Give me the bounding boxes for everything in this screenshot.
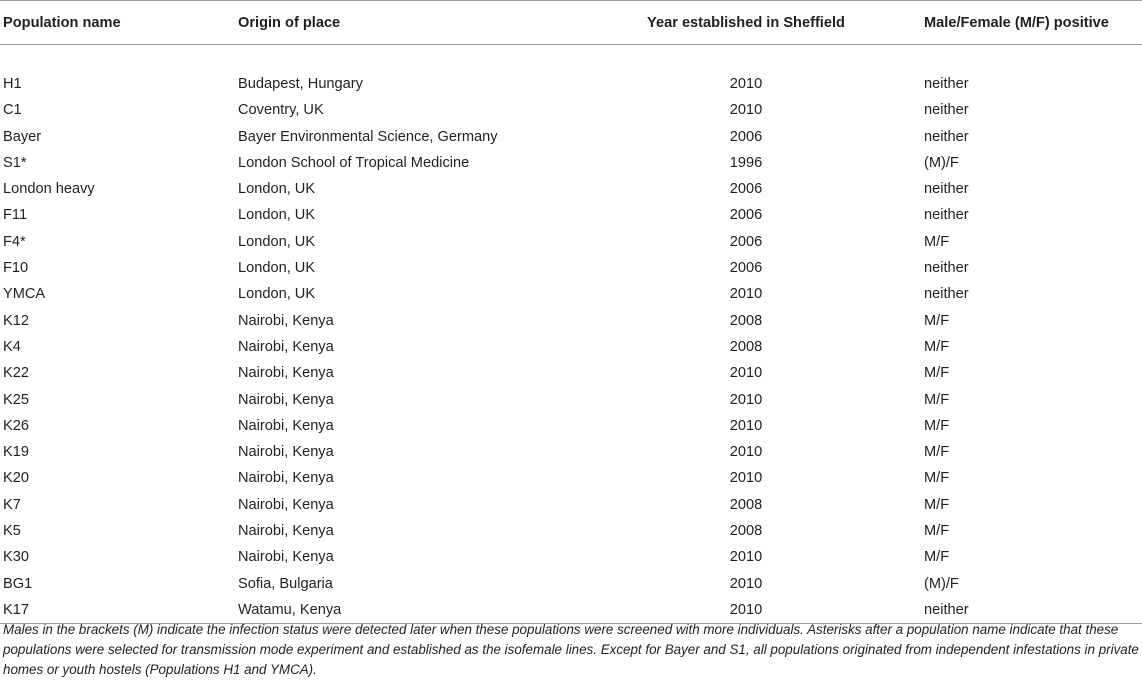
cell-origin-of-place: Nairobi, Kenya: [238, 312, 334, 329]
cell-year-established: 2010: [729, 417, 763, 434]
cell-population-name: K17: [0, 597, 238, 623]
cell-male-female-positive: (M)/F: [924, 575, 959, 592]
cell-population-name: London heavy: [3, 181, 95, 198]
cell-origin-of-place: Nairobi, Kenya: [238, 522, 334, 539]
cell-population-name: K20: [3, 470, 29, 487]
cell-year-established: 2010: [729, 365, 763, 382]
cell-male-female-positive: M/F: [924, 365, 950, 382]
cell-origin-of-place: London, UK: [238, 260, 316, 277]
table-row: [0, 123, 1142, 149]
table-row: [0, 334, 1142, 360]
cell-origin-of-place: Nairobi, Kenya: [238, 417, 334, 434]
cell-male-female-positive: neither: [924, 286, 969, 303]
header-year-established: Year established in Sheffield: [568, 1, 924, 45]
table-row: [0, 544, 1142, 570]
cell-origin-of-place: Bayer Environmental Science, Germany: [238, 128, 498, 145]
cell-male-female-positive: M/F: [924, 391, 950, 408]
cell-year-established: 2008: [729, 338, 763, 355]
cell-origin-of-place: Sofia, Bulgaria: [238, 575, 333, 592]
table-row: [0, 518, 1142, 544]
header-row: [0, 1, 1142, 45]
cell-male-female-positive: neither: [924, 75, 969, 92]
table-row: [0, 439, 1142, 465]
cell-year-established: 2010: [729, 444, 763, 461]
cell-origin-of-place: London, UK: [238, 286, 316, 303]
table-body: [0, 45, 1142, 624]
cell-male-female-positive: neither: [924, 181, 969, 198]
cell-year-established: 2010: [729, 549, 763, 566]
cell-population-name: F11: [3, 207, 28, 224]
cell-population-name: H1: [3, 75, 22, 92]
table-row: [0, 202, 1142, 228]
cell-origin-of-place: Nairobi, Kenya: [238, 496, 334, 513]
cell-male-female-positive: neither: [924, 128, 969, 145]
cell-origin-of-place: Nairobi, Kenya: [238, 444, 334, 461]
table-row: [0, 570, 1142, 596]
cell-origin-of-place: Coventry, UK: [238, 102, 324, 119]
cell-year-established: 2006: [729, 128, 763, 145]
cell-year-established: 2006: [729, 181, 763, 198]
cell-population-name: K7: [3, 496, 21, 513]
cell-population-name: K19: [3, 444, 29, 461]
cell-population-name: K26: [3, 417, 29, 434]
cell-year-established: 2010: [729, 470, 763, 487]
cell-male-female-positive: M/F: [924, 496, 950, 513]
cell-population-name: K4: [3, 338, 21, 355]
cell-year-established: 2010: [729, 391, 763, 408]
header-population-name: Population name: [0, 1, 238, 45]
table-row: [0, 360, 1142, 386]
table-row: [0, 307, 1142, 333]
cell-origin-of-place: Nairobi, Kenya: [238, 338, 334, 355]
table-row: [0, 386, 1142, 412]
cell-male-female-positive: M/F: [924, 549, 950, 566]
table-row: [0, 492, 1142, 518]
table-row: [0, 255, 1142, 281]
cell-population-name: K5: [3, 522, 21, 539]
cell-year-established: 2010: [729, 102, 763, 119]
cell-male-female-positive: neither: [924, 102, 969, 119]
table-row: [0, 150, 1142, 176]
cell-origin-of-place: Nairobi, Kenya: [238, 470, 334, 487]
cell-population-name: YMCA: [3, 286, 46, 303]
cell-population-name: K30: [3, 549, 29, 566]
header-origin-of-place: Origin of place: [238, 1, 568, 45]
cell-population-name: F10: [3, 260, 29, 277]
cell-population-name: S1*: [3, 154, 27, 171]
cell-population-name: F4*: [3, 233, 26, 250]
cell-male-female-positive: M/F: [924, 522, 950, 539]
cell-origin-of-place: Watamu, Kenya: [238, 597, 568, 623]
cell-origin-of-place: Budapest, Hungary: [238, 75, 363, 92]
cell-male-female-positive: M/F: [924, 444, 950, 461]
cell-male-female-positive: M/F: [924, 312, 950, 329]
cell-male-female-positive: neither: [924, 597, 1142, 623]
cell-male-female-positive: M/F: [924, 470, 950, 487]
table-row: [0, 71, 1142, 97]
cell-year-established: 2006: [729, 233, 763, 250]
cell-male-female-positive: M/F: [924, 233, 950, 250]
table-row: [0, 229, 1142, 255]
cell-year-established: 2010: [729, 286, 763, 303]
cell-year-established: 2008: [729, 312, 763, 329]
cell-origin-of-place: Nairobi, Kenya: [238, 365, 334, 382]
cell-origin-of-place: Nairobi, Kenya: [238, 549, 334, 566]
table-row: [0, 413, 1142, 439]
cell-year-established: 2006: [729, 207, 763, 224]
cell-year-established: 2010: [729, 575, 763, 592]
cell-year-established: 2008: [729, 496, 763, 513]
cell-year-established: 2008: [729, 522, 763, 539]
cell-origin-of-place: Nairobi, Kenya: [238, 391, 334, 408]
header-male-female-positive: Male/Female (M/F) positive: [924, 1, 1142, 45]
table-header: [0, 1, 1142, 45]
cell-year-established: 2006: [729, 260, 763, 277]
cell-population-name: K22: [3, 365, 29, 382]
cell-population-name: K25: [3, 391, 29, 408]
table-row: [0, 176, 1142, 202]
cell-origin-of-place: London School of Tropical Medicine: [238, 154, 470, 171]
cell-male-female-positive: neither: [924, 260, 969, 277]
cell-male-female-positive: neither: [924, 207, 969, 224]
spacer-row: [0, 45, 1142, 71]
cell-population-name: BG1: [3, 575, 33, 592]
cell-year-established: 2010: [729, 75, 763, 92]
table-footnote: Males in the brackets (M) indicate the infection status were detected later when these populations were screened with more individuals. Asterisks after a population name indicate that these populations were selected for transmission mode experiment and established as the isofemale lines. Except for Bayer and S1, all populations originated from independent infestations in private homes or youth hostels (Populations H1 and YMCA).: [3, 622, 1139, 677]
cell-male-female-positive: (M)/F: [924, 154, 959, 171]
table-row: [0, 97, 1142, 123]
cell-male-female-positive: M/F: [924, 417, 950, 434]
cell-population-name: C1: [3, 102, 22, 119]
cell-population-name: K12: [3, 312, 29, 329]
table-row: [0, 465, 1142, 491]
cell-origin-of-place: London, UK: [238, 207, 316, 224]
table-row: [0, 281, 1142, 307]
cell-origin-of-place: London, UK: [238, 233, 316, 250]
cell-year-established: 1996: [729, 154, 763, 171]
cell-origin-of-place: London, UK: [238, 181, 316, 198]
cell-male-female-positive: M/F: [924, 338, 950, 355]
cell-population-name: Bayer: [3, 128, 42, 145]
cell-year-established: 2010: [568, 597, 924, 623]
